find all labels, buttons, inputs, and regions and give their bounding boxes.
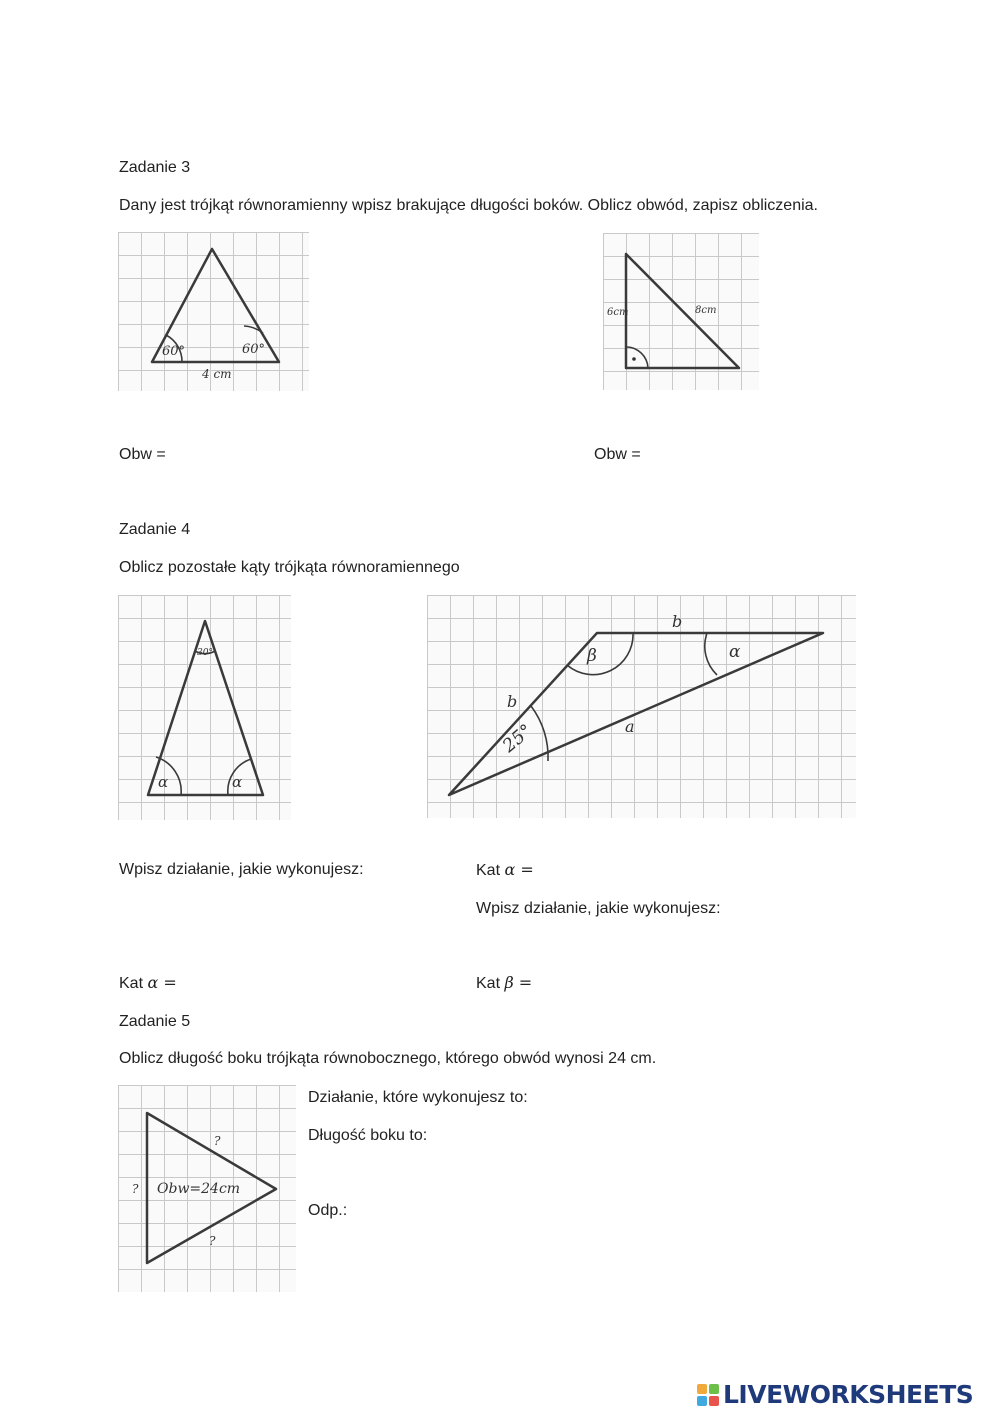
angle-label-left: α xyxy=(158,773,169,791)
task5-figure-equilateral xyxy=(118,1085,296,1292)
question-top: ? xyxy=(214,1134,221,1148)
angle-label-right: 60° xyxy=(242,342,266,357)
right-angle-dot xyxy=(632,357,636,361)
task3-heading: Zadanie 3 xyxy=(119,159,191,176)
task4-right-kat-alpha xyxy=(476,860,534,881)
label-25: 25° xyxy=(498,720,537,757)
logo-icon xyxy=(697,1384,719,1406)
label-left-b: b xyxy=(507,692,518,711)
hyp-label: 8cm xyxy=(695,305,717,316)
base-label: 4 cm xyxy=(202,367,232,381)
task4-left-kat-alpha xyxy=(119,973,177,994)
kat-label: Kat xyxy=(119,975,144,992)
task5-heading: Zadanie 5 xyxy=(119,1013,191,1030)
kat-label: Kat xyxy=(476,975,501,992)
task4-figure-isosceles xyxy=(118,595,291,820)
angle-label-right: α xyxy=(232,773,243,791)
kat-label: Kat xyxy=(476,862,501,879)
task3-obw-left: Obw = xyxy=(119,446,166,463)
obw-label: Obw=24cm xyxy=(157,1181,241,1197)
task5-instruction: Oblicz długość boku trójkąta równobocznego, którego obwód wynosi 24 cm. xyxy=(119,1050,657,1067)
triangle-shape xyxy=(449,633,823,795)
question-left: ? xyxy=(132,1182,139,1196)
task5-answer: Odp.: xyxy=(308,1202,348,1219)
task4-right-kat-beta xyxy=(476,973,532,994)
logo-text: LIVEWORKSHEETS xyxy=(723,1380,974,1409)
label-alpha: α xyxy=(729,642,741,662)
kat-beta-symbol: β = xyxy=(504,973,533,992)
apex-label: 30° xyxy=(197,648,213,658)
side-label-left: 6cm xyxy=(607,307,629,318)
task4-instruction: Oblicz pozostałe kąty trójkąta równoramiennego xyxy=(119,559,460,576)
alpha-arc xyxy=(705,633,717,675)
angle-label-left: 60° xyxy=(162,344,186,359)
right-angle-arc xyxy=(626,347,648,368)
liveworksheets-logo xyxy=(697,1380,973,1409)
label-bottom-a: a xyxy=(625,717,635,736)
question-bottom: ? xyxy=(209,1234,216,1248)
task4-right-operation: Wpisz działanie, jakie wykonujesz: xyxy=(476,900,721,917)
task3-obw-right: Obw = xyxy=(594,446,641,463)
label-beta: β xyxy=(587,646,597,666)
triangle-shape xyxy=(626,254,739,368)
kat-alpha-symbol: α = xyxy=(504,860,534,879)
task3-figure-isosceles xyxy=(118,232,309,391)
task4-heading: Zadanie 4 xyxy=(119,521,191,538)
task4-left-operation: Wpisz działanie, jakie wykonujesz: xyxy=(119,861,364,878)
task3-instruction: Dany jest trójkąt równoramienny wpisz brakujące długości boków. Oblicz obwód, zapisz obliczenia. xyxy=(119,197,818,214)
task5-operation: Działanie, które wykonujesz to: xyxy=(308,1089,528,1106)
label-top-b: b xyxy=(672,612,683,631)
task4-figure-obtuse xyxy=(427,595,856,818)
task5-side-length: Długość boku to: xyxy=(308,1127,428,1144)
task3-figure-right xyxy=(603,233,759,390)
kat-alpha-symbol: α = xyxy=(147,973,177,992)
